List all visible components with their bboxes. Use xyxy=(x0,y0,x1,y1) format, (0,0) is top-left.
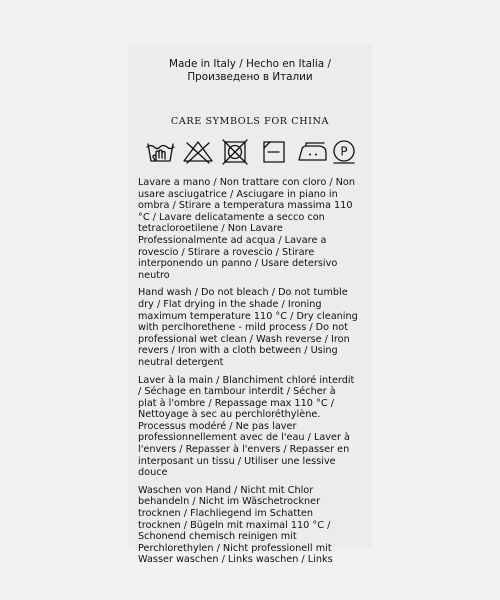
care-symbols-row xyxy=(142,136,358,166)
instructions-french: Laver à la main / Blanchiment chloré interdit / Séchage en tambour interdit / Sécher à plat à l'ombre / Repassage max 110 °C / Nettoyage à sec au perchloréthylène. Processus modéré / Ne pas laver professionnellement avec de l'eau / Laver à l'envers / Repasser à l'envers / Repasser en interposant un tissu / Utiliser une lessive douce xyxy=(138,374,355,479)
hand-wash-icon xyxy=(147,144,174,161)
dry-clean-p-icon xyxy=(334,141,354,163)
care-symbols-title: CARE SYMBOLS FOR CHINA xyxy=(170,116,330,127)
instructions-italian: Lavare a mano / Non trattare con cloro / Non usare asciugatrice / Asciugare in piano in ombra / Stirare a temperatura massima 110 °C / Lavare delicatamente a secco con tetracloroetilene / Non Lavare Professionalmente ad acqua / Lavare a rovescio / Stirare a rovescio / Stirare interponendo un panno / Usare detersivo neutro xyxy=(138,177,355,281)
do-not-tumble-dry-icon xyxy=(223,140,247,164)
dry-flat-in-shade-icon xyxy=(264,142,284,162)
origin-text: Made in Italy / Hecho en Italia / Произведено в Италии xyxy=(169,58,331,83)
iron-medium-icon xyxy=(299,143,326,160)
instructions-english: Hand wash / Do not bleach / Do not tumble dry / Flat drying in the shade / Ironing maximum temperature 110 °C / Dry cleaning with perclhorethene - mild process / Do not professional wet clean / Wash reverse / Iron revers / Iron with a cloth between / Using neutral detergent xyxy=(138,287,358,368)
svg-text:P: P xyxy=(340,144,348,159)
do-not-bleach-icon xyxy=(184,142,212,163)
care-instructions xyxy=(138,177,368,572)
care-label xyxy=(128,44,372,566)
instructions-german: Waschen von Hand / Nicht mit Chlor behandeln / Nicht im Wäschetrockner trocknen / Flachliegend im Schatten trocknen / Bügeln mit maximal 110 °C / Schonend chemisch reinigen mit Perchlorethylen / Nicht professionell mit Wasser waschen / Links waschen / Links xyxy=(138,484,333,566)
